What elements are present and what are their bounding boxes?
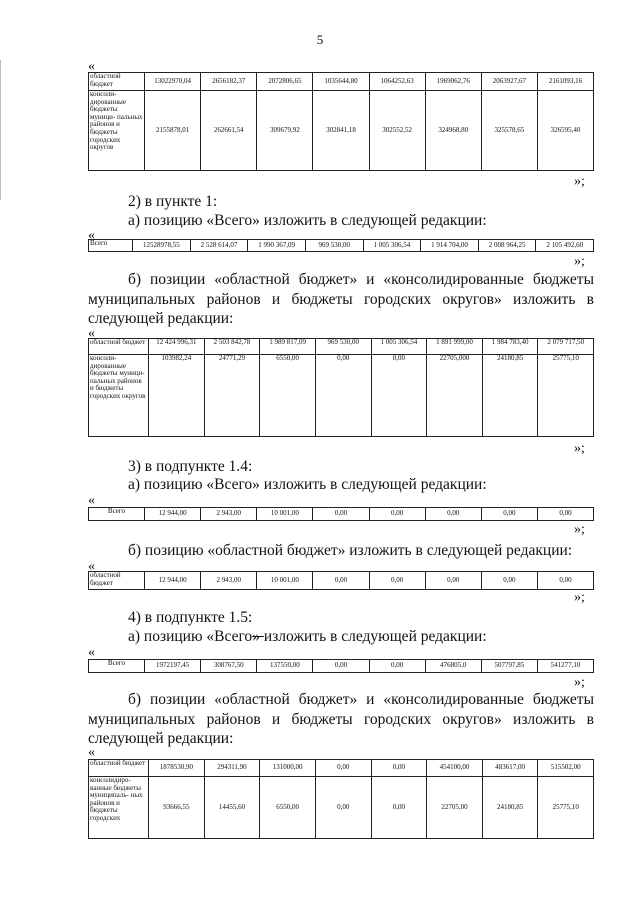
- item-3-heading: 3) в подпункте 1.4:: [128, 458, 253, 475]
- cell: 2 528 614,07: [190, 240, 248, 252]
- cell: 507797,85: [481, 660, 537, 673]
- cell: 10 001,00: [257, 508, 313, 521]
- table-row: [89, 777, 594, 839]
- cell: 0,00: [315, 355, 371, 437]
- open-quote: «: [88, 493, 95, 508]
- page-number: 5: [316, 32, 324, 47]
- cell: 24771,29: [204, 355, 260, 437]
- cell: 1 990 367,09: [248, 240, 306, 252]
- cell: 515502,00: [538, 760, 594, 777]
- table-item-4-budgets: [88, 759, 594, 839]
- cell: 10 001,00: [257, 572, 313, 590]
- cell: 0,00: [481, 508, 537, 521]
- cell: 1 984 783,40: [482, 339, 538, 355]
- open-quote: «: [88, 559, 95, 574]
- cell: 302552,52: [369, 91, 425, 171]
- cell: 6550,00: [260, 777, 316, 839]
- cell: 25775,10: [538, 355, 594, 437]
- cell: 1878530,90: [149, 760, 205, 777]
- open-quote: «: [88, 59, 95, 74]
- cell: 326595,40: [537, 91, 593, 171]
- table-item-3-total: [88, 507, 594, 521]
- cell: 969 530,00: [305, 240, 363, 252]
- open-quote: «: [88, 745, 95, 760]
- cell: 302841,18: [313, 91, 369, 171]
- table-item-4-total: [88, 659, 594, 673]
- cell: 2072806,65: [257, 73, 313, 91]
- table-row: [89, 508, 594, 521]
- table-row: [89, 73, 594, 91]
- cell: 0,00: [315, 777, 371, 839]
- cell: 0,00: [313, 572, 369, 590]
- cell: 1972197,45: [145, 660, 201, 673]
- cell: 262661,54: [201, 91, 257, 171]
- table-row: [89, 339, 594, 355]
- cell: 22705,000: [427, 355, 483, 437]
- cell: 93666,55: [149, 777, 205, 839]
- cell: 2 943,00: [201, 572, 257, 590]
- cell: 2161093,16: [537, 73, 593, 91]
- cell: 1064252,63: [369, 73, 425, 91]
- table-row: [89, 572, 594, 590]
- item-2-heading: 2) в пункте 1:: [128, 193, 218, 210]
- cell: 454100,00: [427, 760, 483, 777]
- cell: 2 943,00: [201, 508, 257, 521]
- cell: 0,00: [371, 355, 427, 437]
- cell: 2 105 492,60: [536, 240, 594, 252]
- cell: 0,00: [537, 572, 593, 590]
- cell: 2656182,37: [201, 73, 257, 91]
- open-quote: «: [88, 645, 95, 660]
- row-label: консоли- дированные бюджеты муници- пальных районов и бюджеты городских округов: [89, 355, 149, 437]
- row-label: областной бюджет: [89, 339, 149, 355]
- cell: 12 944,00: [145, 508, 201, 521]
- cell: 131000,00: [260, 760, 316, 777]
- close-quote: »;: [574, 174, 585, 189]
- row-label: Всего: [89, 240, 133, 252]
- cell: 324968,80: [425, 91, 481, 171]
- cell: 308767,50: [201, 660, 257, 673]
- row-label: Всего: [89, 660, 145, 673]
- cell: 1 989 817,09: [260, 339, 316, 355]
- cell: 0,00: [369, 660, 425, 673]
- item-4-heading: 4) в подпункте 1.5:: [128, 609, 253, 626]
- row-label: областной бюджет: [89, 73, 145, 91]
- cell: 137550,00: [257, 660, 313, 673]
- close-quote: »;: [574, 254, 585, 269]
- cell: 12 944,00: [145, 572, 201, 590]
- cell: 25775,10: [538, 777, 594, 839]
- cell: 22705,00: [427, 777, 483, 839]
- item-4-sub-a-suffix: изложить в следующей редакции:: [263, 628, 487, 645]
- cell: 14455,60: [204, 777, 260, 839]
- cell: 2 079 717,50: [538, 339, 594, 355]
- table-item-2-total: [88, 239, 594, 252]
- cell: 2155878,01: [145, 91, 201, 171]
- cell: 24180,85: [482, 355, 538, 437]
- cell: 0,00: [371, 760, 427, 777]
- cell: 1 005 306,54: [363, 240, 421, 252]
- table-row: [89, 760, 594, 777]
- cell: 6550,00: [260, 355, 316, 437]
- row-label: областной бюджет: [89, 760, 149, 777]
- item-4-sub-a-prefix: а) позицию «Всего: [128, 628, 253, 645]
- cell: 103982,24: [149, 355, 205, 437]
- table-row: [89, 240, 594, 252]
- table-continuation: [88, 72, 594, 171]
- table-row: [89, 355, 594, 437]
- scan-edge-artifact: [0, 60, 1, 200]
- open-quote: «: [88, 326, 95, 341]
- item-2-sub-b: б) позиции «областной бюджет» и «консолидированные бюджеты муниципальных районов и бюджеты городских округов» изложить в следующей редакции:: [88, 271, 594, 327]
- cell: 0,00: [481, 572, 537, 590]
- cell: 1 891 999,00: [427, 339, 483, 355]
- cell: 0,00: [425, 508, 481, 521]
- cell: 13022970,04: [145, 73, 201, 91]
- cell: 1 005 306,54: [371, 339, 427, 355]
- item-4-sub-a: [128, 628, 487, 645]
- close-quote: »;: [574, 675, 585, 690]
- table-item-3-regional: [88, 571, 594, 590]
- row-label: консоли- дированные бюджеты муници- пальных районов и бюджеты городских округов: [89, 91, 145, 171]
- cell: 476805,0: [425, 660, 481, 673]
- cell: 2 503 842,78: [204, 339, 260, 355]
- close-quote: »;: [574, 522, 585, 537]
- cell: 325578,65: [481, 91, 537, 171]
- cell: 0,00: [425, 572, 481, 590]
- item-3-sub-a: а) позицию «Всего» изложить в следующей редакции:: [128, 476, 487, 493]
- cell: 0,00: [371, 777, 427, 839]
- cell: 1969062,76: [425, 73, 481, 91]
- cell: 12528978,55: [133, 240, 191, 252]
- cell: 0,00: [313, 660, 369, 673]
- cell: 541277,10: [537, 660, 593, 673]
- row-label: Всего: [89, 508, 145, 521]
- item-4-sub-b: б) позиции «областной бюджет» и «консолидированные бюджеты муниципальных районов и бюджеты городских округов» изложить в следующей редакции:: [88, 691, 594, 747]
- cell: 2 008 964,25: [478, 240, 536, 252]
- cell: 0,00: [537, 508, 593, 521]
- item-3-sub-b: б) позицию «областной бюджет» изложить в следующей редакции:: [128, 542, 573, 559]
- table-row: [89, 660, 594, 673]
- open-quote: «: [88, 228, 95, 243]
- cell: 0,00: [369, 572, 425, 590]
- cell: 12 424 996,31: [149, 339, 205, 355]
- table-item-2-budgets: [88, 338, 594, 437]
- cell: 294311,90: [204, 760, 260, 777]
- cell: 483617,00: [482, 760, 538, 777]
- close-quote: »;: [574, 441, 585, 456]
- table-row: [89, 91, 594, 171]
- item-4-sub-a-struck: »: [252, 628, 264, 645]
- cell: 1 914 704,00: [421, 240, 479, 252]
- cell: 24180,85: [482, 777, 538, 839]
- cell: 0,00: [315, 760, 371, 777]
- item-2-sub-a: а) позицию «Всего» изложить в следующей редакции:: [128, 212, 487, 229]
- cell: 309679,92: [257, 91, 313, 171]
- cell: 969 530,00: [315, 339, 371, 355]
- cell: 0,00: [369, 508, 425, 521]
- close-quote: »;: [574, 590, 585, 605]
- cell: 0,00: [313, 508, 369, 521]
- row-label: областной бюджет: [89, 572, 145, 590]
- row-label: консолидиро- ванные бюджеты муниципаль- ных районов и бюджеты городских: [89, 777, 149, 839]
- cell: 2063927,67: [481, 73, 537, 91]
- cell: 1035644,80: [313, 73, 369, 91]
